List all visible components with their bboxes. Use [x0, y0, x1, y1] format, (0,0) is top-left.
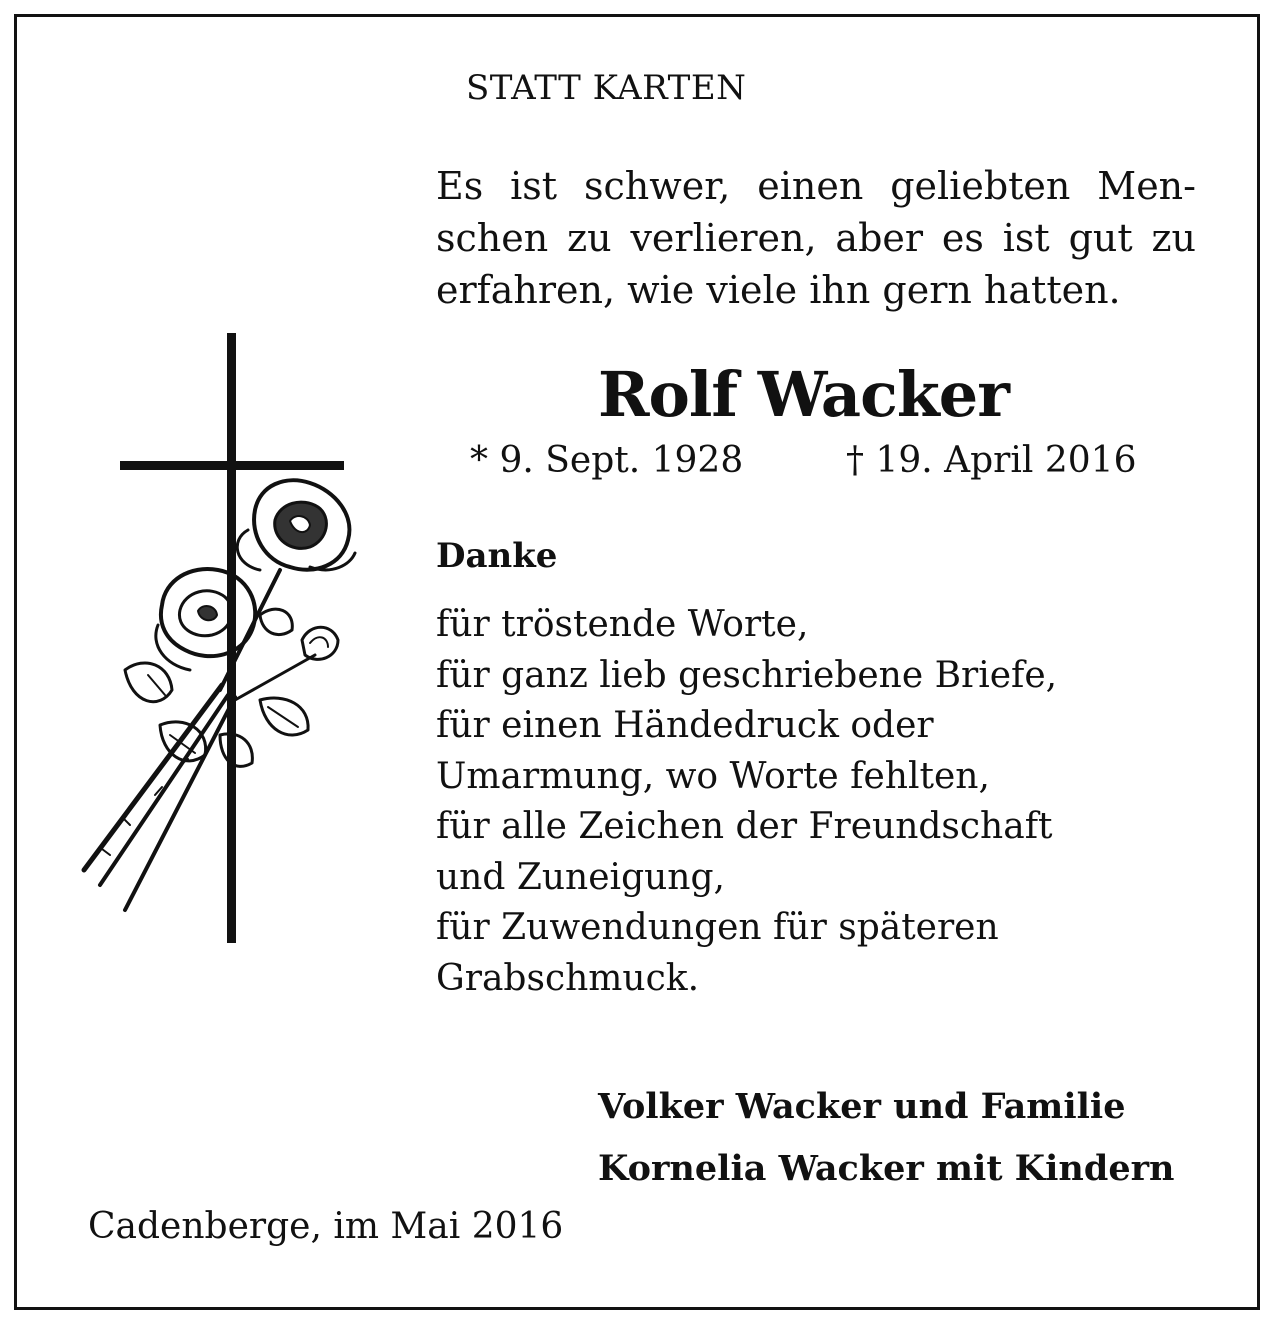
birth-date: * 9. Sept. 1928 — [470, 440, 744, 481]
signature-line: Volker Wacker und Familie — [598, 1086, 1126, 1127]
thanks-line: für tröstende Worte, — [436, 604, 809, 645]
thanks-line: für alle Zeichen der Freundschaft — [436, 806, 1053, 847]
condolence-quote — [436, 160, 1196, 316]
quote-line: erfahren, wie viele ihn gern hatten. — [436, 268, 1121, 312]
thanks-line: und Zuneigung, — [436, 856, 725, 898]
deceased-name: Rolf Wacker — [598, 358, 1009, 431]
cross-with-roses-icon — [70, 325, 370, 955]
thanks-heading: Danke — [436, 536, 558, 576]
thanks-line: für ganz lieb geschriebene Briefe, — [436, 654, 1058, 696]
thanks-line: für einen Händedruck oder — [436, 705, 934, 746]
statt-karten-label: STATT KARTEN — [466, 68, 747, 108]
thanks-line: für Zuwendungen für späteren — [436, 907, 999, 948]
thanks-line: Umarmung, wo Worte fehlten, — [436, 755, 990, 797]
thanks-text — [436, 600, 1057, 1004]
signature-line: Kornelia Wacker mit Kindern — [598, 1148, 1175, 1189]
thanks-line: Grabschmuck. — [436, 957, 700, 999]
quote-line: schen zu verlieren, aber es ist gut zu — [436, 216, 1196, 260]
death-date: † 19. April 2016 — [846, 440, 1137, 481]
quote-line: Es ist schwer, einen geliebten Men- — [436, 164, 1196, 208]
place-date: Cadenberge, im Mai 2016 — [88, 1206, 564, 1247]
